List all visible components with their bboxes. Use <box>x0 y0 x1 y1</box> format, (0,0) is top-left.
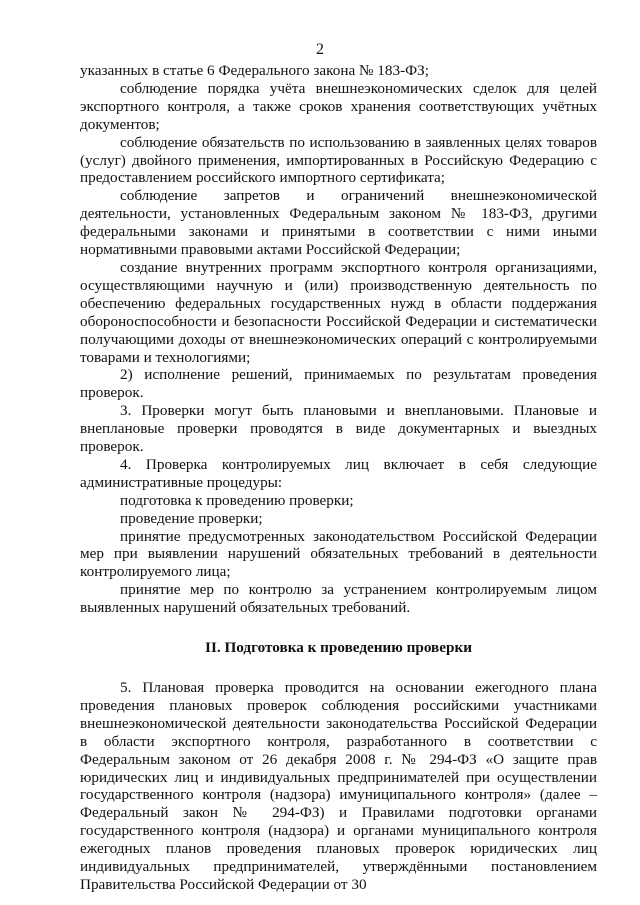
paragraph: проведение проверки; <box>120 509 263 527</box>
paragraph: 4. Проверка контролируемых лиц включает в себя следующие административные процедуры: <box>80 455 597 491</box>
paragraph: принятие мер по контролю за устранением контролируемым лицом выявленных нарушений обязательных требований. <box>80 581 597 617</box>
document-body <box>80 62 597 894</box>
paragraph: 2) исполнение решений, принимаемых по результатам проведения проверок. <box>80 366 597 402</box>
paragraph: подготовка к проведению проверки; <box>120 491 354 509</box>
paragraph: создание внутренних программ экспортного контроля организациями, осуществляющими научную и (или) производственную деятельность по обеспечению федеральных государственных нужд в области поддержания обороноспособности и безопасности Российской Федерации и систематически получающими доходы от внешнеэкономических операций с контролируемыми товарами и технологиями; <box>80 258 597 366</box>
paragraph: соблюдение запретов и ограничений внешнеэкономической деятельности, установленных Федеральным законом № 183-ФЗ, другими федеральными законами и принятыми в соответствии с ними иными нормативными правовыми актами Российской Федерации; <box>80 187 597 259</box>
section-heading: II. Подготовка к проведению проверки <box>205 639 472 657</box>
page-number: 2 <box>316 41 324 58</box>
paragraph: указанных в статье 6 Федерального закона № 183-ФЗ; <box>80 62 429 79</box>
paragraph: 5. Плановая проверка проводится на основании ежегодного плана проведения плановых проверок соблюдения российскими участниками внешнеэкономической деятельности законодательства Российской Федерации в области экспортного контроля, разработанного в соответствии с Федеральным законом от 26 декабря 2008 г. № 294-ФЗ «О защите прав юридических лиц и индивидуальных предпринимателей при осуществлении государственного контроля (надзора) имуниципального контроля» (далее – Федеральный закон № 294-ФЗ) и Правилами подготовки органами государственного контроля (надзора) и органами муниципального контроля ежегодных планов проведения плановых проверок юридических лиц индивидуальных предпринимателей, утверждёнными постановлением Правительства Российской Федерации от 30 <box>80 679 597 893</box>
paragraph: 3. Проверки могут быть плановыми и внеплановыми. Плановые и внеплановые проверки проводятся в виде документарных и выездных проверок. <box>80 402 597 456</box>
paragraph: соблюдение порядка учёта внешнеэкономических сделок для целей экспортного контроля, а также сроков хранения соответствующих учётных документов; <box>80 79 597 133</box>
paragraph: соблюдение обязательств по использованию в заявленных целях товаров (услуг) двойного применения, импортированных в Российскую Федерацию с предоставлением российского импортного сертификата; <box>80 133 597 187</box>
paragraph: принятие предусмотренных законодательством Российской Федерации мер при выявлении нарушений обязательных требований в деятельности контролируемого лица; <box>80 527 597 581</box>
